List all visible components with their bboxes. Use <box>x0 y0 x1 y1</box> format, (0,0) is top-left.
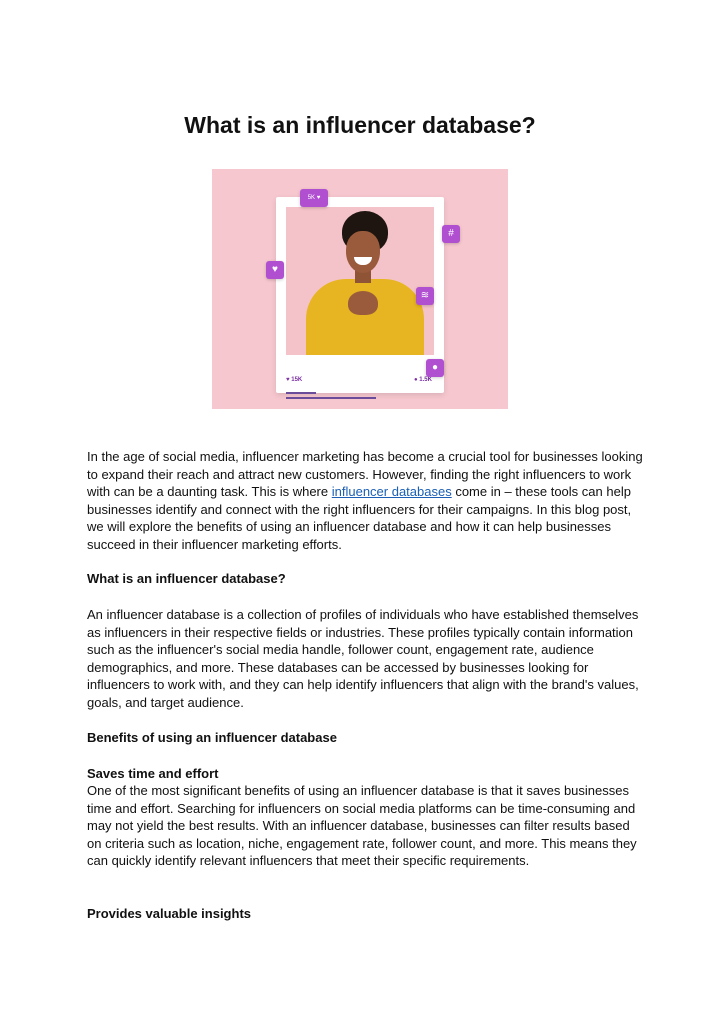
heart-icon: ♥ <box>266 261 284 279</box>
likes-stat: ♥ 15K <box>286 377 303 383</box>
hero-image <box>212 169 508 409</box>
face-shape <box>346 231 380 273</box>
likes-badge-label: 5K <box>307 195 316 201</box>
hashtag-label: # <box>448 228 454 239</box>
views-stat: ● 1.5K <box>414 377 432 383</box>
heart-hands-shape <box>348 291 378 315</box>
intro-text-after: come in – these tools can help businesses identify and connect with the right influencers for their campaigns. In this blog post, we will explore the benefits of using an influencer database and how it can help businesses succeed in their influencer marketing efforts. <box>87 484 632 552</box>
likes-count: 15K <box>291 377 303 383</box>
intro-paragraph <box>87 448 647 553</box>
hashtag-icon <box>442 225 460 243</box>
comment-icon: ● <box>426 359 444 377</box>
subsection-heading: Saves time and effort <box>87 766 219 781</box>
views-count: 1.5K <box>419 377 432 383</box>
subsection-heading: Provides valuable insights <box>87 906 251 921</box>
page-title: What is an influencer database? <box>184 112 536 138</box>
influencer-databases-link[interactable]: influencer databases <box>331 484 452 499</box>
intro-text-before: In the age of social media, influencer marketing has become a crucial tool for businesses looking to expand their reach and attract new customers. However, finding the right influencers to work with can be a daunting task. This is where <box>87 449 643 499</box>
influencer-photo <box>286 207 434 355</box>
caption-line <box>286 397 376 399</box>
wifi-icon: ≋ <box>416 287 434 305</box>
caption-line <box>286 392 316 394</box>
section-paragraph: One of the most significant benefits of using an influencer database is that it saves businesses time and effort. Searching for influencers on social media platforms can be time-consuming and may not yield the best results. With an influencer database, businesses can filter results based on criteria such as location, niche, engagement rate, follower count, and more. This means they can quickly identify relevant influencers that meet their specific requirements. <box>87 783 637 868</box>
section-heading: Benefits of using an influencer database <box>87 730 337 745</box>
section-heading: What is an influencer database? <box>87 571 286 586</box>
section-paragraph: An influencer database is a collection of profiles of individuals who have established themselves as influencers in their respective fields or industries. These profiles typically contain information such as the influencer's social media handle, follower count, engagement rate, audience demographics, and more. These databases can be accessed by businesses looking for influencers to work with, and they can help identify influencers that align with the brand's values, goals, and target audience. <box>87 607 639 710</box>
likes-badge: 5K ♥ <box>300 189 328 207</box>
